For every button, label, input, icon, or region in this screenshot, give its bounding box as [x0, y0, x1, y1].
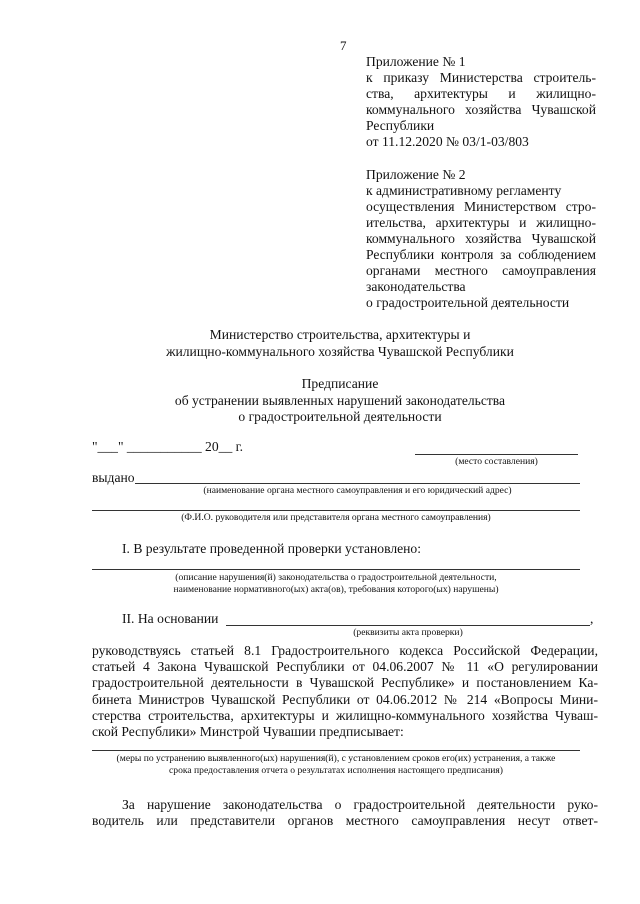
appendix-2-line: Республики контроля за соблюдением [366, 247, 596, 262]
final-line: водитель или представители органов местного самоуправления несут ответ- [92, 813, 598, 829]
measures-underline [92, 750, 580, 751]
ministry-line: жилищно-коммунального хозяйства Чувашской Республики [166, 343, 514, 359]
section-1-caption-line: наименование нормативного(ых) акта(ов), требования которого(ых) нарушены) [173, 584, 499, 595]
appendix-2-block [366, 167, 596, 311]
date-line: "___" ___________ 20__ г. [92, 439, 244, 454]
page-number: 7 [340, 38, 347, 53]
appendix-2-line: законодательства [366, 279, 466, 294]
paragraph-line: ской Республики» Минстрой Чувашии предписывает: [92, 724, 404, 740]
measures-caption-line: срока предоставления отчета о результатах исполнения настоящего предписания) [169, 765, 503, 776]
paragraph-line: руководствуясь статьей 8.1 Градостроительного кодекса Российской Федерации, [92, 643, 598, 658]
final-line: За нарушение законодательства о градостроительной деятельности руко- [122, 797, 598, 812]
ministry-heading [60, 327, 620, 360]
issued-underline [135, 483, 580, 484]
appendix-2-line: о градостроительной деятельности [366, 295, 570, 310]
appendix-1-line: к приказу Министерства строитель- [366, 70, 596, 85]
appendix-2-line: коммунального хозяйства Чувашской [366, 231, 596, 246]
appendix-1-title: Приложение № 1 [366, 54, 466, 69]
paragraph-line: статьей 4 Закона Чувашской Республики от 04.06.2007 № 11 «О регулировании [92, 659, 598, 675]
section-2-label: II. На основании [122, 611, 219, 626]
directive-paragraph [92, 643, 598, 740]
place-caption: (место составления) [455, 456, 538, 467]
appendix-2-line: к административному регламенту [366, 183, 562, 198]
head-caption: (Ф.И.О. руководителя или представителя органа местного самоуправления) [181, 512, 491, 523]
section-1-heading: I. В результате проведенной проверки установлено: [122, 541, 421, 556]
title-line: о градостроительной деятельности [238, 409, 442, 424]
appendix-2-line: осуществления Министерством стро- [366, 199, 596, 214]
appendix-2-line: органами местного самоуправления [366, 263, 596, 278]
title-line: Предписание [301, 376, 379, 391]
section-2-underline [226, 625, 590, 626]
appendix-1-line: ства, архитектуры и жилищно- [366, 86, 596, 101]
section-2-caption: (реквизиты акта проверки) [353, 627, 463, 638]
issued-label: выдано [92, 470, 135, 485]
place-underline [415, 454, 578, 455]
liability-paragraph [92, 797, 598, 829]
measures-caption [92, 753, 580, 777]
appendix-2-title: Приложение № 2 [366, 167, 466, 182]
section-2-comma: , [590, 611, 594, 626]
head-underline [92, 510, 580, 511]
section-1-underline [92, 569, 580, 570]
appendix-1-block [366, 54, 596, 150]
appendix-2-line: ительства, архитектуры и жилищно- [366, 215, 596, 230]
paragraph-line: стерства строительства, архитектуры и жилищно-коммунального хозяйства Чуваш- [92, 707, 598, 723]
appendix-1-line: от 11.12.2020 № 03/1-03/803 [366, 134, 529, 149]
ministry-line: Министерство строительства, архитектуры и [209, 327, 471, 342]
document-title [60, 376, 620, 426]
measures-caption-line: (меры по устранению выявленного(ых) нарушения(й), с установлением сроков его(их) устранения, а также [116, 753, 556, 764]
appendix-1-line: Республики [366, 118, 435, 133]
section-1-caption [92, 572, 580, 596]
issued-caption: (наименование органа местного самоуправления и его юридический адрес) [203, 485, 512, 496]
paragraph-line: бинета Министров Чувашской Республики от 04.06.2012 № 214 «Вопросы Мини- [92, 691, 598, 707]
section-1-caption-line: (описание нарушения(й) законодательства о градостроительной деятельности, [175, 572, 497, 583]
title-line: об устранении выявленных нарушений законодательства [174, 392, 506, 408]
appendix-1-line: коммунального хозяйства Чувашской [366, 102, 596, 117]
paragraph-line: градостроительной деятельности в Чувашской Республике» и постановлением Ка- [92, 675, 598, 691]
